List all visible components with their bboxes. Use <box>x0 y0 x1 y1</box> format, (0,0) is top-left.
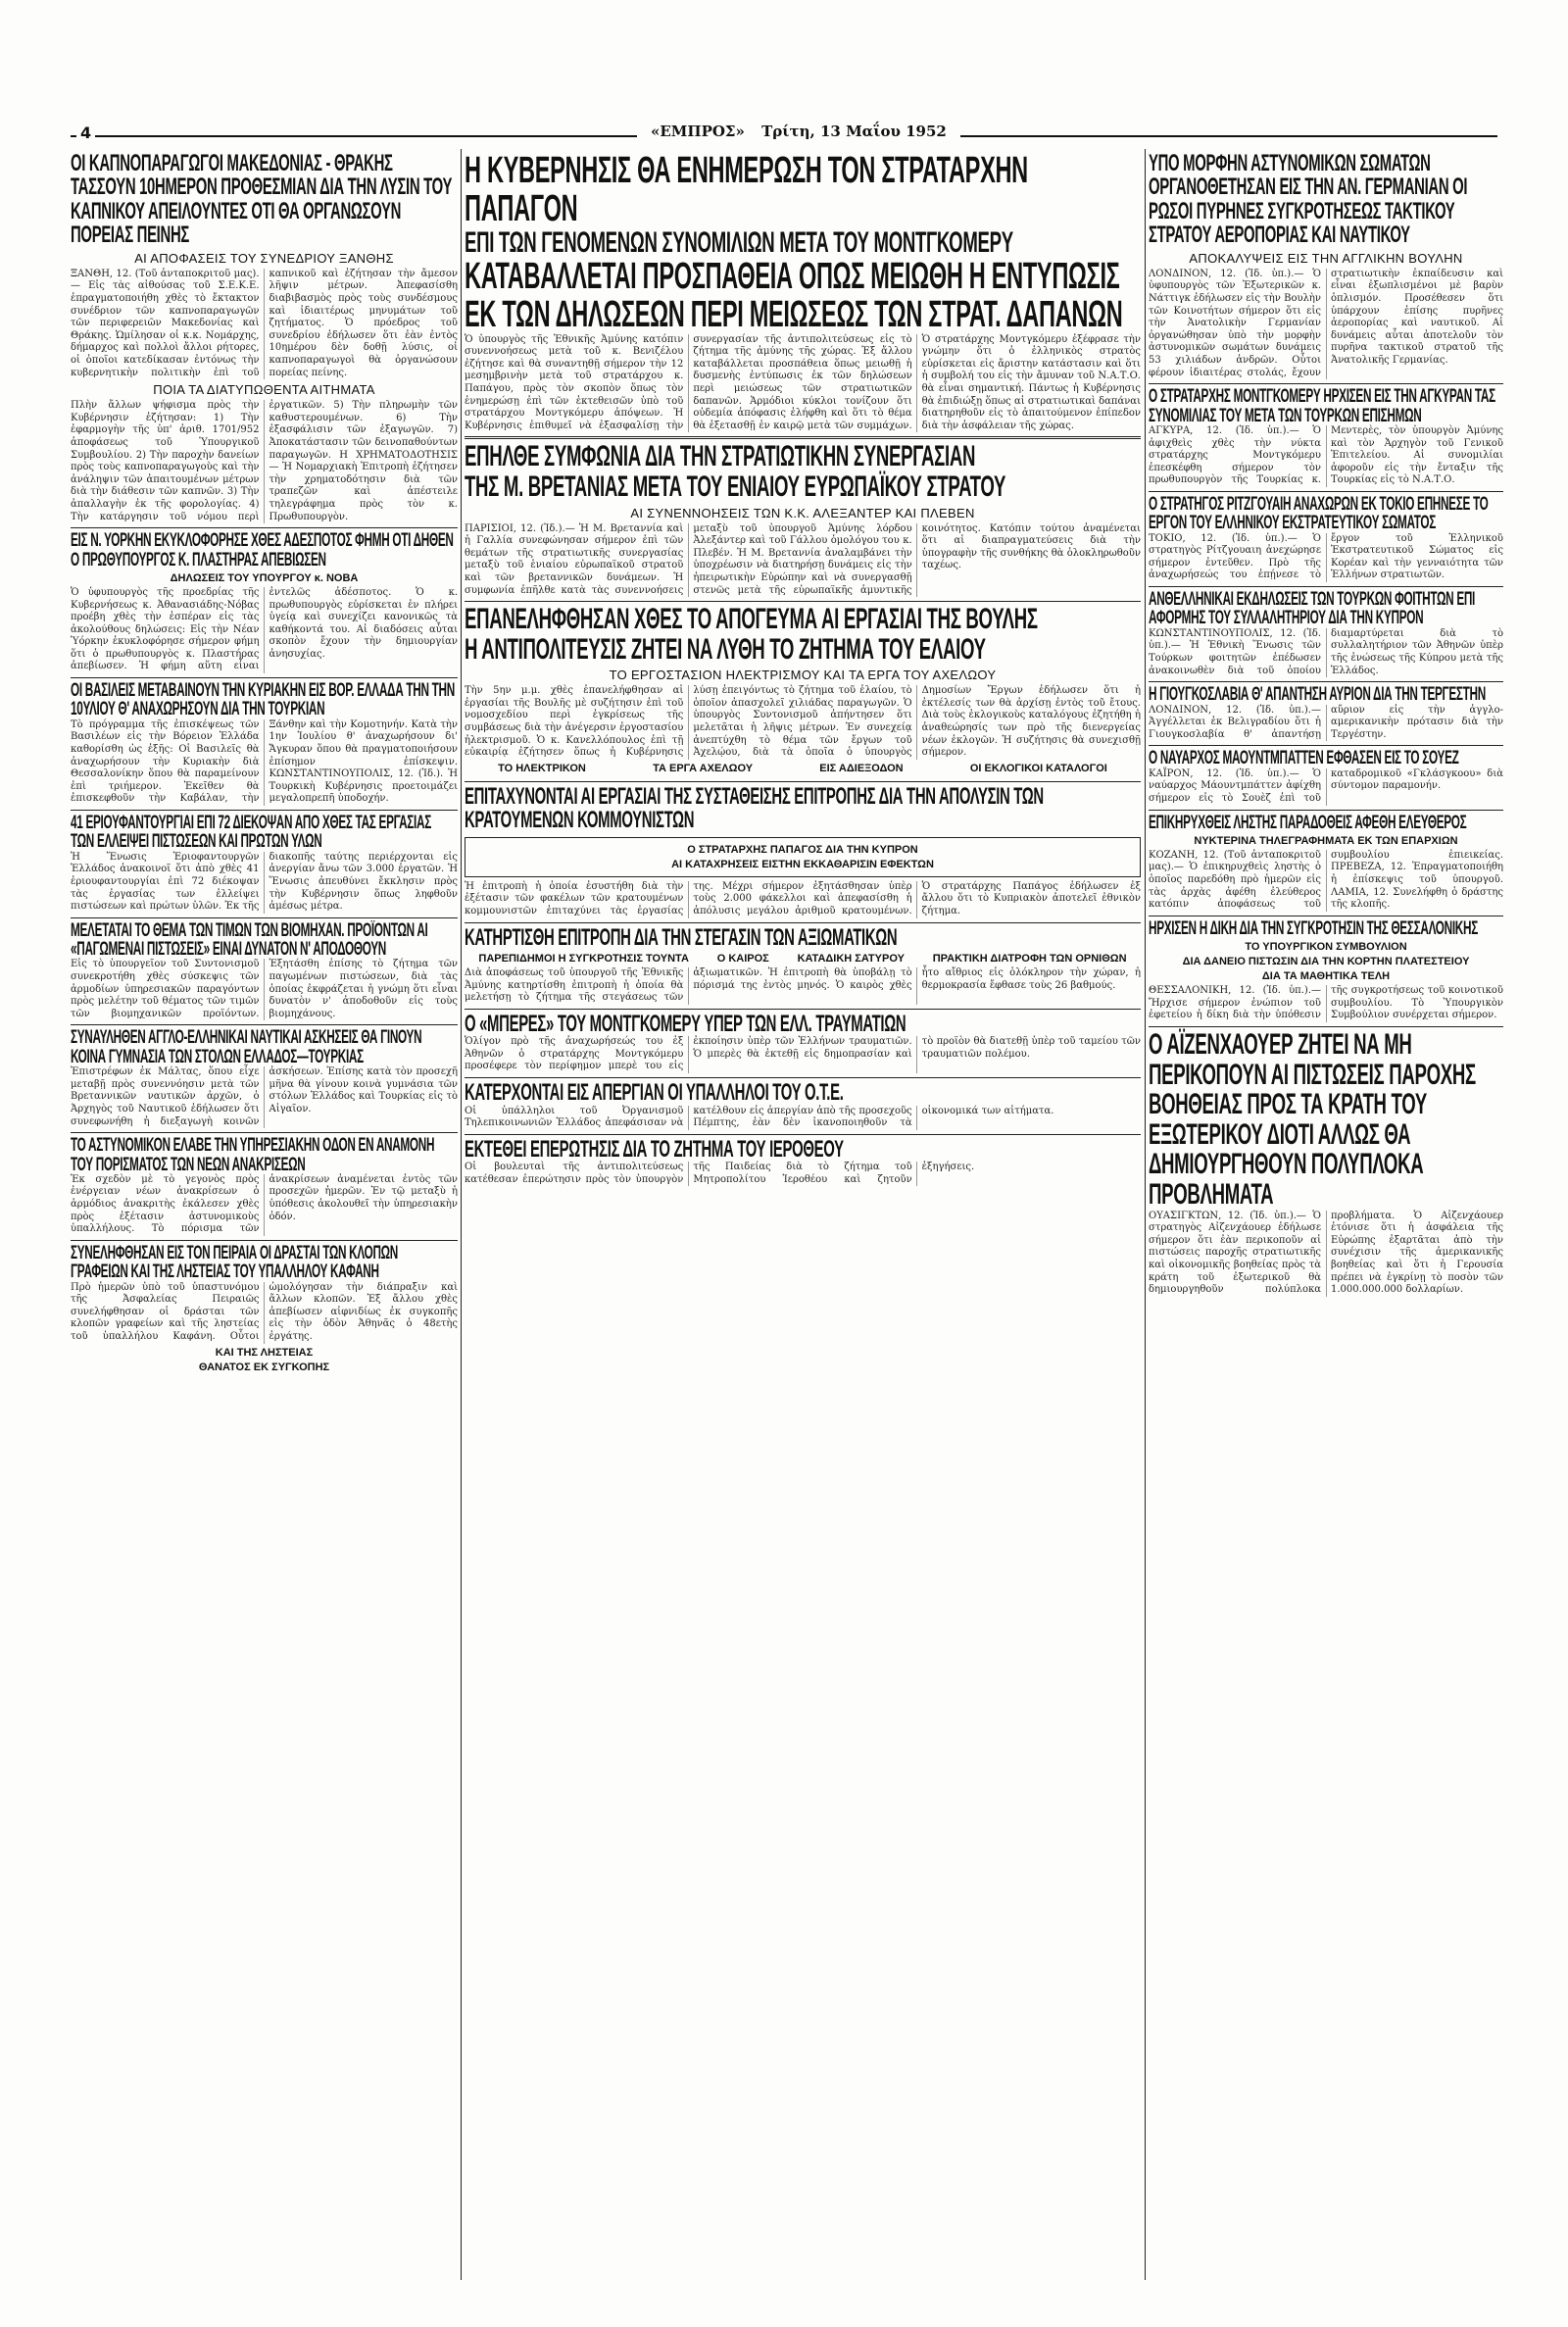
headline: Ο ΑΪΖΕΝΧΑΟΥΕΡ ΖΗΤΕΙ ΝΑ ΜΗ ΠΕΡΙΚΟΠΟΥΝ ΑΙ ΠΙΣΤΩΣΕΙΣ ΠΑΡΟΧΗΣ ΒΟΗΘΕΙΑΣ ΠΡΟΣ ΤΑ ΚΡΑΤΗ ΤΟΥ ΕΞΩΤΕΡΙΚΟΥ ΔΙΟΤΙ ΑΛΛΩΣ ΘΑ ΔΗΜΙΟΥΡΓΗΘΟΥΝ ΠΟΛΥΠΛΟΚΑ ΠΡΟΒΛΗΜΑΤΑ <box>1149 1028 1476 1211</box>
headline: ΤΗΣ Μ. ΒΡΕΤΑΝΙΑΣ ΜΕΤΑ ΤΟΥ ΕΝΙΑΙΟΥ ΕΥΡΩΠΑΪΚΟΥ ΣΤΡΑΤΟΥ <box>465 470 1006 503</box>
headline: ΟΙ ΚΑΠΝΟΠΑΡΑΓΩΓΟΙ ΜΑΚΕΔΟΝΙΑΣ - ΘΡΑΚΗΣ ΤΑΣΣΟΥΝ 10ΗΜΕΡΟΝ ΠΡΟΘΕΣΜΙΑΝ ΔΙΑ ΤΗΝ ΛΥΣΙΝ ΤΟΥ ΚΑΠΝΙΚΟΥ ΑΠΕΙΛΟΥΝΤΕΣ ΟΤΙ ΘΑ ΟΡΓΑΝΩΣΟΥΝ ΠΟΡΕΙΑΣ ΠΕΙΝΗΣ <box>71 150 453 249</box>
subheadline: ΔΗΛΩΣΕΙΣ ΤΟΥ ΥΠΟΥΡΓΟΥ κ. ΝΟΒΑ <box>170 571 359 584</box>
right-column <box>1149 149 1503 2280</box>
lead-headline: ΕΚ ΤΩΝ ΔΗΛΩΣΕΩΝ ΠΕΡΙ ΜΕΙΩΣΕΩΣ ΤΩΝ ΣΤΡΑΤ. ΔΑΠΑΝΩΝ <box>465 293 1123 335</box>
headline: ΕΠΑΝΕΛΗΦΘΗΣΑΝ ΧΘΕΣ ΤΟ ΑΠΟΓΕΥΜΑ ΑΙ ΕΡΓΑΣΙΑΙ ΤΗΣ ΒΟΥΛΗΣ <box>465 603 1038 636</box>
article-body: ΚΟΖΑΝΗ, 12. (Τοῦ ἀνταποκριτοῦ μας).— Ὁ ἐπικηρυχθεὶς ληστὴς ὁ ὁποῖος παρεδόθη πρὸ ἡμερῶν εἰς τὰς ἀρχὰς ἀφέθη ἐλεύθερος κατόπιν ἀποφάσεως τοῦ συμβουλίου ἐπιεικείας. ΠΡΕΒΕΖΑ, 12. Ἐπραγματοποιήθη ἡ ἐπίσκεψις τοῦ ὑπουργοῦ. ΛΑΜΙΑ, 12. Συνελήφθη ὁ δράστης τῆς κλοπῆς. <box>1149 849 1503 911</box>
subheadline: ΑΙ ΑΠΟΦΑΣΕΙΣ ΤΟΥ ΣΥΝΕΔΡΙΟΥ ΞΑΝΘΗΣ <box>134 250 394 266</box>
section-head: ΠΡΑΚΤΙΚΗ ΔΙΑΤΡΟΦΗ ΤΩΝ ΟΡΝΙΘΩΝ <box>932 953 1127 965</box>
section-head: Ο ΚΑΙΡΟΣ <box>716 953 769 965</box>
section-head: ΑΙ ΚΑΤΑΧΡΗΣΕΙΣ ΕΙΣΤΗΝ ΕΚΚΑΘΑΡΙΣΙΝ ΕΦΕΚΤΩΝ <box>671 858 934 870</box>
section-head: ΤΟ ΗΛΕΚΤΡΙΚΟΝ <box>498 762 586 774</box>
article-body: Εἰς τὸ ὑπουργεῖον τοῦ Συντονισμοῦ συνεκροτήθη χθὲς σύσκεψις τῶν ἁρμοδίων ὑπηρεσιακῶν παραγόντων πρὸς μελέτην τοῦ θέματος τῶν τιμῶν τῶν βιομηχανικῶν προϊόντων. Ἐξητάσθη ἐπίσης τὸ ζήτημα τῶν παγωμένων πιστώσεων, διὰ τὰς ὁποίας ἐκφράζεται ἡ γνώμη ὅτι εἶναι δυνατὸν ν' ἀποδοθοῦν εἰς τοὺς βιομηχάνους. <box>71 959 458 1019</box>
article-body: ΛΟΝΔΙΝΟΝ, 12. (Ἰδ. ὑπ.).— Ἀγγέλλεται ἐκ Βελιγραδίου ὅτι ἡ Γιουγκοσλαβία θ' ἀπαντήσῃ αὔριον εἰς τὴν ἀγγλο-αμερικανικὴν πρότασιν διὰ τὴν Τεργέστην. <box>1149 704 1503 740</box>
article-body: ΤΟΚΙΟ, 12. (Ἰδ. ὑπ.).— Ὁ στρατηγὸς Ρίτζγουαιη ἀνεχώρησε σήμερον ἐντεῦθεν. Πρὸ τῆς ἀναχωρήσεώς του ἐπῄνεσε τὸ ἔργον τοῦ Ἑλληνικοῦ Ἐκστρατευτικοῦ Σώματος εἰς Κορέαν καὶ τὴν γενναιότητα τῶν Ἑλλήνων στρατιωτῶν. <box>1149 532 1503 581</box>
article-body: ΠΑΡΙΣΙΟΙ, 12. (Ἰδ.).— Ἡ Μ. Βρεταννία καὶ ἡ Γαλλία συνεφώνησαν σήμερον ἐπὶ τῶν θεμάτων τῆς στρατιωτικῆς συνεργασίας μεταξὺ τοῦ ἑνιαίου εὐρωπαϊκοῦ στρατοῦ καὶ τῶν βρεταννικῶν δυνάμεων. Ἡ συμφωνία ἐπῆλθε κατὰ τὰς συνεννοήσεις μεταξὺ τοῦ ὑπουργοῦ Ἀμύνης λόρδου Ἀλεξάντερ καὶ τοῦ Γάλλου ὁμολόγου του κ. Πλεβέν. Ἡ Μ. Βρεταννία ἀναλαμβάνει τὴν ὑποχρέωσιν νὰ διατηρήσῃ δυνάμεις εἰς τὴν ἠπειρωτικὴν Εὐρώπην καὶ νὰ συνεργασθῇ στενῶς μετὰ τῆς εὐρωπαϊκῆς ἀμυντικῆς κοινότητος. Κατόπιν τούτου ἀναμένεται ὅτι αἱ διαπραγματεύσεις διὰ τὴν ὑπογραφὴν τῆς συνθήκης θὰ ὁλοκληρωθοῦν ταχέως. <box>465 522 1141 596</box>
article-montgomery-ankara <box>1149 384 1503 492</box>
article-textile <box>71 811 458 918</box>
paper-name: «ΕΜΠΡΟΣ» <box>651 123 745 140</box>
article-bandit <box>1149 811 1503 916</box>
article-body: Ὁ ὑπουργὸς τῆς Ἐθνικῆς Ἀμύνης κατόπιν συνεννοήσεως μετὰ τοῦ κ. Βενιζέλου ἐζήτησε καὶ θὰ συναντηθῇ σήμερον τὴν 12 μεσημβρινὴν μετὰ τοῦ στρατάρχου κ. Παπάγου, πρὸς τὸν σκοπὸν ὅπως τὸν ἐνημερώσῃ ἐπὶ τῶν ἐκτεθεισῶν ὑπὸ τοῦ στρατάρχου Μοντγκόμερυ ἀπόψεων. Ἡ Κυβέρνησις ἐπιθυμεῖ νὰ ἐξασφαλίσῃ τὴν συνεργασίαν τῆς ἀντιπολιτεύσεως εἰς τὸ ζήτημα τῆς ἀμύνης τῆς χώρας. Ἐξ ἄλλου καταβάλλεται προσπάθεια ὅπως μειωθῇ ἡ δυσμενὴς ἐντύπωσις ἐκ τῶν δηλώσεων περὶ μειώσεως τῶν στρατιωτικῶν δαπανῶν. Ἁρμόδιοι κύκλοι τονίζουν ὅτι οὐδεμία ἀπόφασις ἐλήφθη καὶ ὅτι τὸ θέμα θὰ ἐξετασθῇ ἐν καιρῷ μετὰ τῶν συμμάχων. Ὁ στρατάρχης Μοντγκόμερυ ἐξέφρασε τὴν γνώμην ὅτι ὁ ἑλληνικὸς στρατὸς εὑρίσκεται εἰς ἄριστην κατάστασιν καὶ ὅτι ἡ συμβολή του εἰς τὴν ἄμυναν τοῦ Ν.Α.Τ.Ο. θὰ εἶναι σημαντική. Πάντως ἡ Κυβέρνησις θὰ ἐπιδιώξῃ ὅπως αἱ στρατιωτικαὶ δαπάναι διατηρηθοῦν εἰς τὸ ἀπαιτούμενον ἐπίπεδον διὰ τὴν ἀσφάλειαν τῆς χώρας. <box>465 333 1141 431</box>
article-ridgway <box>1149 492 1503 587</box>
headline: ΗΡΧΙΣΕΝ Η ΔΙΚΗ ΔΙΑ ΤΗΝ ΣΥΓΚΡΟΤΗΣΙΝ ΤΗΣ ΘΕΣΣΑΛΟΝΙΚΗΣ <box>1149 917 1478 939</box>
section-head: ΤΟ ΥΠΟΥΡΓΙΚΟΝ ΣΥΜΒΟΥΛΙΟΝ <box>1245 941 1407 954</box>
subheadline: ΑΙ ΣΥΝΕΝΝΟΗΣΕΙΣ ΤΩΝ Κ.Κ. ΑΛΕΞΑΝΤΕΡ ΚΑΙ ΠΛΕΒΕΝ <box>630 505 975 520</box>
article-trieste <box>1149 682 1503 746</box>
article-body: Διὰ ἀποφάσεως τοῦ ὑπουργοῦ τῆς Ἐθνικῆς Ἀμύνης κατηρτίσθη ἐπιτροπὴ ἡ ὁποία θὰ μελετήσῃ τὸ ζήτημα τῆς στεγάσεως τῶν ἀξιωματικῶν. Ἡ ἐπιτροπὴ θὰ ὑποβάλῃ τὸ πόρισμά της ἐντὸς μηνός. Ὁ καιρὸς χθὲς ἦτο αἴθριος εἰς ὁλόκληρον τὴν χώραν, ἡ θερμοκρασία ἔφθασε τοὺς 26 βαθμούς. <box>465 967 1141 1004</box>
section-head: ΠΑΡΕΠΙΔΗΜΟΙ Η ΣΥΓΚΡΟΤΗΣΙΣ ΤΟΥΝΤΑ <box>478 953 689 965</box>
article-body: Τὸ πρόγραμμα τῆς ἐπισκέψεως τῶν Βασιλέων εἰς τὴν Βόρειον Ἑλλάδα καθορίσθη ὡς ἑξῆς: Οἱ Βασιλεῖς θὰ ἀναχωρήσουν τὴν Κυριακὴν διὰ Θεσσαλονίκην ὅπου θὰ παραμείνουν ἐπὶ τριήμερον. Ἐκεῖθεν θὰ ἐπισκεφθοῦν τὴν Καβάλαν, τὴν Ξάνθην καὶ τὴν Κομοτηνήν. Κατὰ τὴν 1ην Ἰουλίου θ' ἀναχωρήσουν δι' Ἄγκυραν ὅπου θὰ πραγματοποιήσουν ἐπίσημον ἐπίσκεψιν. ΚΩΝΣΤΑΝΤΙΝΟΥΠΟΛΙΣ, 12. (Ἰδ.). Ἡ Τουρκικὴ Κυβέρνησις προετοιμάζει μεγαλοπρεπῆ ὑποδοχήν. <box>71 718 458 805</box>
article-body: ΚΩΝΣΤΑΝΤΙΝΟΥΠΟΛΙΣ, 12. (Ἰδ. ὑπ.).— Ἡ Ἐθνικὴ Ἕνωσις τῶν Τούρκων φοιτητῶν ἐπέδωσεν ἀνακοινωθὲν διὰ τοῦ ὁποίου διαμαρτύρεται διὰ τὸ συλλαλητήριον τῶν Ἀθηνῶν ὑπὲρ τῆς ἑνώσεως τῆς Κύπρου μετὰ τῆς Ἑλλάδος. <box>1149 627 1503 676</box>
article-body: Οἱ βουλευταὶ τῆς ἀντιπολιτεύσεως κατέθεσαν ἐπερώτησιν πρὸς τὸν ὑπουργὸν τῆς Παιδείας διὰ τὸ ζήτημα τοῦ Μητροπολίτου Ἱεροθέου καὶ ζητοῦν ἐξηγήσεις. <box>465 1162 975 1185</box>
headline: ΜΕΛΕΤΑΤΑΙ ΤΟ ΘΕΜΑ ΤΩΝ ΤΙΜΩΝ ΤΩΝ ΒΙΟΜΗΧΑΝ. ΠΡΟΪΟΝΤΩΝ ΑΙ «ΠΑΓΩΜΕΝΑΙ ΠΙΣΤΩΣΕΙΣ» ΕΙΝΑΙ ΔΥΝΑΤΟΝ Ν' ΑΠΟΔΟΘΟΥΝ <box>71 919 428 961</box>
left-column <box>71 149 458 2280</box>
section-head: ΔΙΑ ΔΑΝΕΙΟ ΠΙΣΤΩΣΙΝ ΔΙΑ ΤΗΝ ΚΟΡΤΗΝ ΠΛΑΤΕΣΤΕΙΟΥ <box>1182 956 1470 968</box>
headline: ΚΑΤΕΡΧΟΝΤΑΙ ΕΙΣ ΑΠΕΡΓΙΑΝ ΟΙ ΥΠΑΛΛΗΛΟΙ ΤΟΥ Ο.Τ.Ε. <box>465 1079 844 1107</box>
article-naval <box>71 1025 458 1133</box>
article-body: Ὁ ὑφυπουργὸς τῆς προεδρίας τῆς Κυβερνήσεως κ. Ἀθανασιάδης-Νόβας προέβη χθὲς τὴν ἑσπέραν εἰς τὰς ἀκολούθους δηλώσεις: Εἰς τὴν Νέαν Ὑόρκην ἐκυκλοφόρησε σήμερον φήμη ὅτι ὁ πρωθυπουργὸς κ. Πλαστήρας ἀπεβίωσεν. Ἡ φήμη αὕτη εἶναι ἐντελῶς ἀδέσποτος. Ὁ κ. πρωθυπουργὸς εὑρίσκεται ἐν πλήρει ὑγείᾳ καὶ συνεχίζει κανονικῶς τὰ καθήκοντά του. Αἱ διαδόσεις αὗται σκοπὸν ἔχουν τὴν δημιουργίαν ἀνησυχίας. <box>71 586 458 672</box>
article-body: Ἡ Ἕνωσις Ἐριοφαντουργῶν Ἑλλάδος ἀνακοινοῖ ὅτι ἀπὸ χθὲς 41 ἐριουφαντουργίαι ἐπὶ 72 διέκοψαν τὰς ἐργασίας των ἐλλείψει πιστώσεων καὶ πρώτων ὑλῶν. Ἐκ τῆς διακοπῆς ταύτης περιέρχονται εἰς ἀνεργίαν ἄνω τῶν 3.000 ἐργατῶν. Ἡ Ἕνωσις ἀπευθύνει ἔκκλησιν πρὸς τὴν Κυβέρνησιν ὅπως ληφθοῦν ἀμέσως μέτρα. <box>71 851 458 913</box>
middle-column <box>465 149 1141 2280</box>
lead-headline: ΕΠΙ ΤΩΝ ΓΕΝΟΜΕΝΩΝ ΣΥΝΟΜΙΛΙΩΝ ΜΕΤΑ ΤΟΥ ΜΟΝΤΓΚΟΜΕΡΥ <box>465 225 1013 259</box>
article-royals <box>71 678 458 811</box>
article-papagos <box>465 149 1141 439</box>
article-body: ΘΕΣΣΑΛΟΝΙΚΗ, 12. (Ἰδ. ὑπ.).— Ἤρχισε σήμερον ἐνώπιον τοῦ ἐφετείου ἡ δίκη διὰ τὴν ὑπόθεσιν τῆς συγκροτήσεως τοῦ κοινοτικοῦ συμβουλίου. Τὸ Ὑπουργικὸν Συμβούλιον συνέρχεται σήμερον. <box>1149 985 1503 1021</box>
article-body: ΞΑΝΘΗ, 12. (Τοῦ ἀνταποκριτοῦ μας).— Εἰς τὰς αἰθούσας τοῦ Σ.Ε.Κ.Ε. ἐπραγματοποιήθη χθὲς τὸ ἔκτακτον συνέδριον τῶν καπνοπαραγωγῶν τῶν περιφερειῶν Μακεδονίας καὶ Θράκης. Ὡμίλησαν οἱ κ.κ. Νομάρχης, δήμαρχος καὶ πολλοὶ ἄλλοι ρήτορες, οἱ ὁποῖοι κατεδίκασαν ἐντόνως τὴν κυβερνητικὴν πολιτικὴν ἐπὶ τοῦ καπνικοῦ καὶ ἐζήτησαν τὴν ἄμεσον λῆψιν μέτρων. Ἀπεφασίσθη διαβιβασμὸς πρὸς τοὺς συνδέσμους καὶ ἰδιαιτέρως μηνυμάτων τοῦ ζητήματος. Ὁ πρόεδρος τοῦ συνεδρίου ἐδήλωσεν ὅτι ἐὰν ἐντὸς 10ημέρου δὲν δοθῇ λύσις, οἱ καπνοπαραγωγοὶ θὰ ὀργανώσουν πορείας πείνης. <box>71 268 458 378</box>
headline: ΕΙΣ Ν. ΥΟΡΚΗΝ ΕΚΥΚΛΟΦΟΡΗΣΕ ΧΘΕΣ ΑΔΕΣΠΟΤΟΣ ΦΗΜΗ ΟΤΙ ΔΗΘΕΝ Ο ΠΡΩΘΥΠΟΥΡΓΟΣ Κ. ΠΛΑΣΤΗΡΑΣ ΑΠΕΒΙΩΣΕΝ <box>71 530 454 570</box>
headline: ΑΝΘΕΛΛΗΝΙΚΑΙ ΕΚΔΗΛΩΣΕΙΣ ΤΩΝ ΤΟΥΡΚΩΝ ΦΟΙΤΗΤΩΝ ΕΠΙ ΑΦΟΡΜΗΣ ΤΟΥ ΣΥΛΛΑΛΗΤΗΡΙΟΥ ΔΙΑ ΤΗΝ ΚΥΠΡΟΝ <box>1149 589 1476 629</box>
article-body: Οἱ ὑπάλληλοι τοῦ Ὀργανισμοῦ Τηλεπικοινωνιῶν Ἑλλάδος ἀπεφάσισαν νὰ κατέλθουν εἰς ἀπεργίαν ἀπὸ τῆς προσεχοῦς Πέμπτης, ἐὰν δὲν ἱκανοποιηθοῦν τὰ οἰκονομικά των αἰτήματα. <box>465 1105 1054 1129</box>
article-parliament <box>465 602 1141 782</box>
article-piraeus <box>71 1241 458 1380</box>
article-beret <box>465 1010 1141 1078</box>
article-britain-army <box>465 439 1141 602</box>
section-head: ΕΙΣ ΑΔΙΕΞΟΔΟΝ <box>819 762 904 774</box>
masthead-title <box>637 123 960 140</box>
article-turkish-students <box>1149 587 1503 682</box>
headline: ΣΥΝΑΥΛΗΘΕΝ ΑΓΓΛΟ-ΕΛΛΗΝΙΚΑΙ ΝΑΥΤΙΚΑΙ ΑΣΚΗΣΕΙΣ ΘΑ ΓΙΝΟΥΝ ΚΟΙΝΑ ΓΥΜΝΑΣΙΑ ΤΩΝ ΣΤΟΛΩΝ ΕΛΛΑΔΟΣ—ΤΟΥΡΚΙΑΣ <box>71 1027 422 1067</box>
article-body: Πρὸ ἡμερῶν ὑπὸ τοῦ ὑπαστυνόμου τῆς Ἀσφαλείας Πειραιῶς συνελήφθησαν οἱ δράσται τῶν κλοπῶν γραφείων καὶ τῆς ληστείας τοῦ ὑπαλλήλου Καφάνη. Οὗτοι ὡμολόγησαν τὴν διάπραξιν καὶ ἄλλων κλοπῶν. Ἐξ ἄλλου χθὲς ἀπεβίωσεν αἰφνιδίως ἐκ συγκοπῆς εἰς τὴν ὁδὸν Ἀθηνᾶς ὁ 48ετὴς ἐργάτης. <box>71 1281 458 1342</box>
headline: ΕΠΙΤΑΧΥΝΟΝΤΑΙ ΑΙ ΕΡΓΑΣΙΑΙ ΤΗΣ ΣΥΣΤΑΘΕΙΣΗΣ ΕΠΙΤΡΟΠΗΣ ΔΙΑ ΤΗΝ ΑΠΟΛΥΣΙΝ ΤΩΝ ΚΡΑΤΟΥΜΕΝΩΝ ΚΟΜΜΟΥΝΙΣΤΩΝ <box>465 782 1044 834</box>
headline: ΤΟ ΑΣΤΥΝΟΜΙΚΟΝ ΕΛΑΒΕ ΤΗΝ ΥΠΗΡΕΣΙΑΚΗΝ ΟΔΟΝ ΕΝ ΑΝΑΜΟΝΗ ΤΟΥ ΠΟΡΙΣΜΑΤΟΣ ΤΩΝ ΝΕΩΝ ΑΝΑΚΡΙΣΕΩΝ <box>71 1135 435 1175</box>
column-divider <box>461 149 462 2280</box>
article-body: Πλὴν ἄλλων ψήφισμα πρὸς τὴν Κυβέρνησιν ἐζήτησαν: 1) Τὴν ἐφαρμογὴν τῆς ὑπ' ἀριθ. 1701/952 ἀποφάσεως τοῦ Ὑπουργικοῦ Συμβουλίου. 2) Τὴν παροχὴν δανείων πρὸς τοὺς καπνοπαραγωγοὺς καὶ τὴν ἀνάληψιν τῶν ἀπαιτουμένων μέτρων διὰ τὴν διάθεσιν τῶν καπνῶν. 3) Τὴν ἀπαλλαγὴν ἐκ τῆς φορολογίας. 4) Τὴν κατάργησιν τοῦ νόμου περὶ ἐργατικῶν. 5) Τὴν πληρωμὴν τῶν καθυστερουμένων. 6) Τὴν ἐξασφάλισιν τῶν ἐξαγωγῶν. 7) Ἀποκατάστασιν τῶν δεινοπαθούντων παραγωγῶν. Η ΧΡΗΜΑΤΟΔΟΤΗΣΙΣ — Ἡ Νομαρχιακὴ Ἐπιτροπὴ ἐζήτησεν τὴν χρηματοδότησιν διὰ τῶν τραπεζῶν καὶ ἀπέστειλε τηλεγράφημα πρὸς τὸν κ. Πρωθυπουργὸν. <box>71 400 458 522</box>
headline: Ο ΣΤΡΑΤΑΡΧΗΣ ΜΟΝΤΓΚΟΜΕΡΥ ΗΡΧΙΣΕΝ ΕΙΣ ΤΗΝ ΑΓΚΥΡΑΝ ΤΑΣ ΣΥΝΟΜΙΛΙΑΣ ΤΟΥ ΜΕΤΑ ΤΩΝ ΤΟΥΡΚΩΝ ΕΠΙΣΗΜΩΝ <box>1149 386 1495 426</box>
headline: Ο «ΜΠΕΡΕΣ» ΤΟΥ ΜΟΝΤΓΚΟΜΕΡΥ ΥΠΕΡ ΤΩΝ ΕΛΛ. ΤΡΑΥΜΑΤΙΩΝ <box>465 1010 906 1037</box>
headline: ΕΠΙΚΗΡΥΧΘΕΙΣ ΛΗΣΤΗΣ ΠΑΡΑΔΟΘΕΙΣ ΑΦΕΘΗ ΕΛΕΥΘΕΡΟΣ <box>1149 812 1467 833</box>
article-body: ΟΥΑΣΙΓΚΤΩΝ, 12. (Ἰδ. ὑπ.).— Ὁ στρατηγὸς Αἰζενχάουερ ἐδήλωσε σήμερον ὅτι ἐὰν περικοποῦν αἱ πιστώσεις παροχῆς στρατιωτικῆς καὶ οἰκονομικῆς βοηθείας πρὸς τὰ κράτη τοῦ ἐξωτερικοῦ θὰ δημιουργηθοῦν πολύπλοκα προβλήματα. Ὁ Αἰζενχάουερ ἐτόνισε ὅτι ἡ ἀσφάλεια τῆς Εὐρώπης ἐξαρτᾶται ἀπὸ τὴν συνέχισιν τῆς ἀμερικανικῆς βοηθείας καὶ ὅτι ἡ Γερουσία πρέπει νὰ ἐγκρίνῃ τὸ ποσὸν τῶν 1.000.000.000 δολλαρίων. <box>1149 1210 1503 1296</box>
article-mountbatten <box>1149 746 1503 810</box>
headline: ΕΚΤΕΘΕΙ ΕΠΕΡΩΤΗΣΙΣ ΔΙΑ ΤΟ ΖΗΤΗΜΑ ΤΟΥ ΙΕΡΟΘΕΟΥ <box>465 1135 844 1163</box>
article-ierotheos <box>465 1135 1141 1191</box>
subheadline: ΤΟ ΕΡΓΟΣΤΑΣΙΟΝ ΗΛΕΚΤΡΙΣΜΟΥ ΚΑΙ ΤΑ ΕΡΓΑ ΤΟΥ ΑΧΕΛΩΟΥ <box>609 668 997 683</box>
article-body: ΑΓΚΥΡΑ, 12. (Ἰδ. ὑπ.).— Ὁ ἀφιχθεὶς χθὲς τὴν νύκτα στρατάρχης Μοντγκόμερυ ἐπεσκέφθη σήμερον τὸν πρωθυπουργὸν τῆς Τουρκίας κ. Μεντερὲς, τὸν ὑπουργὸν Ἀμύνης καὶ τὸν Ἀρχηγὸν τοῦ Γενικοῦ Ἐπιτελείου. Αἱ συνομιλίαι ἀφοροῦν εἰς τὴν ἔνταξιν τῆς Τουρκίας εἰς τὸ Ν.Α.Τ.Ο. <box>1149 424 1503 486</box>
section-head: ΟΙ ΕΚΛΟΓΙΚΟΙ ΚΑΤΑΛΟΓΟΙ <box>969 762 1107 774</box>
article-body: ΛΟΝΔΙΝΟΝ, 12. (Ἰδ. ὑπ.).— Ὁ ὑφυπουργὸς τῶν Ἐξωτερικῶν κ. Νάττιγκ ἐδήλωσεν εἰς τὴν Βουλὴν τῶν Κοινοτήτων σήμερον ὅτι εἰς τὴν Ἀνατολικὴν Γερμανίαν ὀργανώθησαν ὑπὸ τὴν μορφὴν ἀστυνομικῶν σωμάτων δυνάμεις 53 χιλιάδων ἀνδρῶν. Οὗτοι φέρουν ἰδιαιτέρας στολάς, ἔχουν στρατιωτικὴν ἐκπαίδευσιν καὶ εἶναι ἐξωπλισμένοι μὲ βαρὺν ὁπλισμόν. Προσέθεσεν ὅτι ὑπάρχουν ἐπίσης πυρῆνες ἀεροπορίας καὶ ναυτικοῦ. Αἱ δυνάμεις αὗται ἀποτελοῦν τὸν πυρῆνα τακτικοῦ στρατοῦ τῆς Ἀνατολικῆς Γερμανίας. <box>1149 268 1503 378</box>
masthead <box>0 125 1568 143</box>
article-tobacco <box>71 149 458 528</box>
headline: 41 ΕΡΙΟΥΦΑΝΤΟΥΡΓΙΑΙ ΕΠΙ 72 ΔΙΕΚΟΨΑΝ ΑΠΟ ΧΘΕΣ ΤΑΣ ΕΡΓΑΣΙΑΣ ΤΩΝ ΕΛΛΕΙΨΕΙ ΠΙΣΤΩΣΕΩΝ ΚΑΙ ΠΡΩΤΩΝ ΥΛΩΝ <box>71 812 431 853</box>
subheadline: ΠΟΙΑ ΤΑ ΔΙΑΤΥΠΩΘΕΝΤΑ ΑΙΤΗΜΑΤΑ <box>153 382 375 398</box>
article-communists <box>465 782 1141 923</box>
article-body: Τὴν 5ην μ.μ. χθὲς ἐπανελήφθησαν αἱ ἐργασίαι τῆς Βουλῆς μὲ συζήτησιν ἐπὶ τοῦ νομοσχεδίου περὶ ἐγκρίσεως τῆς συμβάσεως διὰ τὴν ἀνέγερσιν ἐργοστασίου ἠλεκτρισμοῦ. Ὁ κ. Κανελλόπουλος ἐπὶ τῇ εὐκαιρίᾳ ἐζήτησεν ὅπως ἡ Κυβέρνησις λύσῃ ἐπειγόντως τὸ ζήτημα τοῦ ἐλαίου, τὸ ὁποῖον ἀπασχολεῖ χιλιάδας παραγωγῶν. Ὁ ὑπουργὸς Συντονισμοῦ ἀπήντησεν ὅτι μελετᾶται ἡ λῆψις μέτρων. Ἐν συνεχείᾳ ἀνεπτύχθη τὸ θέμα τῶν ἔργων τοῦ Ἀχελῴου, διὰ τὰ ὁποῖα ὁ ὑπουργὸς Δημοσίων Ἔργων ἐδήλωσεν ὅτι ἡ ἐκτέλεσίς των θὰ ἀρχίσῃ ἐντὸς τοῦ ἔτους. Διὰ τοὺς ἐκλογικοὺς καταλόγους ἐζητήθη ἡ ἀναθεώρησίς των πρὸ τῆς διενεργείας νέων ἐκλογῶν. Ἡ συζήτησις θὰ συνεχισθῇ σήμερον. <box>465 685 1141 759</box>
section-head: ΝΥΚΤΕΡΙΝΑ ΤΗΛΕΓΡΑΦΗΜΑΤΑ ΕΚ ΤΩΝ ΕΠΑΡΧΙΩΝ <box>1194 834 1458 847</box>
subheadline: ΚΑΙ ΤΗΣ ΛΗΣΤΕΙΑΣ <box>215 1346 314 1359</box>
article-ote-strike <box>465 1078 1141 1135</box>
article-body: Ἡ ἐπιτροπὴ ἡ ὁποία ἐσυστήθη διὰ τὴν ἐξέτασιν τῶν φακέλων τῶν κρατουμένων κομμουνιστῶν ἐπιταχύνει τὰς ἐργασίας της. Μέχρι σήμερον ἐξητάσθησαν ὑπὲρ τοὺς 2.000 φάκελλοι καὶ ἀπεφασίσθη ἡ ἀπόλυσις μεγάλου ἀριθμοῦ κρατουμένων. Ὁ στρατάρχης Παπάγος ἐδήλωσεν ἐξ ἄλλου ὅτι τὸ Κυπριακὸν ἀποτελεῖ ἐθνικὸν ζήτημα. <box>465 880 1141 916</box>
article-body: Ἐκ σχεδὸν μὲ τὸ γεγονὸς πρὸς ἐνέργειαν νέων ἀνακρίσεων ὁ ἁρμόδιος ἀνακριτὴς ἐκάλεσεν χθὲς πρὸς ἐξέτασιν ἀστυνομικοὺς ὑπαλλήλους. Τὸ πόρισμα τῶν ἀνακρίσεων ἀναμένεται ἐντὸς τῶν προσεχῶν ἡμερῶν. Ἐν τῷ μεταξὺ ἡ ὑπόθεσις ἀκολουθεῖ τὴν ὑπηρεσιακὴν ὁδόν. <box>71 1173 458 1235</box>
section-head: Ο ΣΤΡΑΤΑΡΧΗΣ ΠΑΠΑΓΟΣ ΔΙΑ ΤΗΝ ΚΥΠΡΟΝ <box>687 843 918 856</box>
sidebar-box <box>465 837 1141 877</box>
column-divider <box>1145 149 1146 2280</box>
page-number: 4 <box>76 124 95 142</box>
article-officers-housing <box>465 923 1141 1010</box>
headline: Ο ΣΤΡΑΤΗΓΟΣ ΡΙΤΖΓΟΥΑΙΗ ΑΝΑΧΩΡΩΝ ΕΚ ΤΟΚΙΟ ΕΠΗΝΕΣΕ ΤΟ ΕΡΓΟΝ ΤΟΥ ΕΛΛΗΝΙΚΟΥ ΕΚΣΤΡΑΤΕΥΤΙΚΟΥ ΣΩΜΑΤΟΣ <box>1149 493 1489 534</box>
article-prices <box>71 918 458 1026</box>
headline: ΥΠΟ ΜΟΡΦΗΝ ΑΣΤΥΝΟΜΙΚΩΝ ΣΩΜΑΤΩΝ ΟΡΓΑΝΟΘΕΤΗΣΑΝ ΕΙΣ ΤΗΝ ΑΝ. ΓΕΡΜΑΝΙΑΝ ΟΙ ΡΩΣΟΙ ΠΥΡΗΝΕΣ ΣΥΓΚΡΟΤΗΣΕΩΣ ΤΑΚΤΙΚΟΥ ΣΤΡΑΤΟΥ ΑΕΡΟΠΟΡΙΑΣ ΚΑΙ ΝΑΥΤΙΚΟΥ <box>1149 150 1468 249</box>
issue-date: Τρίτη, 13 Μαΐου 1952 <box>761 123 947 140</box>
article-body: Ἐπιστρέφων ἐκ Μάλτας, ὅπου εἶχε μεταβῇ πρὸς συνεννόησιν μετὰ τῶν Βρεταννικῶν ναυτικῶν ἀρχῶν, ὁ Ἀρχηγὸς τοῦ Ναυτικοῦ ἐδήλωσεν ὅτι συνεφωνήθη ἡ διεξαγωγὴ κοινῶν ἀσκήσεων. Ἐπίσης κατὰ τὸν προσεχῆ μῆνα θὰ γίνουν κοινὰ γυμνάσια τῶν στόλων Ἑλλάδος καὶ Τουρκίας εἰς τὸ Αἰγαῖον. <box>71 1066 458 1127</box>
article-police <box>71 1133 458 1241</box>
headline: ΟΙ ΒΑΣΙΛΕΙΣ ΜΕΤΑΒΑΙΝΟΥΝ ΤΗΝ ΚΥΡΙΑΚΗΝ ΕΙΣ ΒΟΡ. ΕΛΛΑΔΑ ΤΗΝ ΤΗΝ 10ΥΛΙΟΥ Θ' ΑΝΑΧΩΡΗΣΟΥΝ ΔΙΑ ΤΗΝ ΤΟΥΡΚΙΑΝ <box>71 680 455 720</box>
subheadline: ΘΑΝΑΤΟΣ ΕΚ ΣΥΓΚΟΠΗΣ <box>198 1361 330 1373</box>
section-head: ΔΙΑ ΤΑ ΜΑΘΗΤΙΚΑ ΤΕΛΗ <box>1261 970 1391 983</box>
headline: ΚΑΤΗΡΤΙΣΘΗ ΕΠΙΤΡΟΠΗ ΔΙΑ ΤΗΝ ΣΤΕΓΑΣΙΝ ΤΩΝ ΑΞΙΩΜΑΤΙΚΩΝ <box>465 923 898 951</box>
headline: Η ΑΝΤΙΠΟΛΙΤΕΥΣΙΣ ΖΗΤΕΙ ΝΑ ΛΥΘΗ ΤΟ ΖΗΤΗΜΑ ΤΟΥ ΕΛΑΙΟΥ <box>465 632 986 666</box>
subheadline: ΑΠΟΚΑΛΥΨΕΙΣ ΕΙΣ ΤΗΝ ΑΓΓΛΙΚΗΝ ΒΟΥΛΗΝ <box>1189 250 1463 266</box>
article-body: ΚΑΪΡΟΝ, 12. (Ἰδ. ὑπ.).— Ὁ ναύαρχος Μάουντμπάττεν ἀφίχθη σήμερον εἰς τὸ Σουὲζ ἐπὶ τοῦ καταδρομικοῦ «Γκλάσγκοου» διὰ σύντομον παραμονήν. <box>1149 767 1503 804</box>
article-east-germany <box>1149 149 1503 384</box>
article-thessaloniki-trial <box>1149 916 1503 1027</box>
section-head: ΚΑΤΑΔΙΚΗ ΣΑΤΥΡΟΥ <box>797 953 905 965</box>
headline: Ο ΝΑΥΑΡΧΟΣ ΜΑΟΥΝΤΜΠΑΤΤΕΝ ΕΦΘΑΣΕΝ ΕΙΣ ΤΟ ΣΟΥΕΖ <box>1149 748 1459 769</box>
headline: ΕΠΗΛΘΕ ΣΥΜΦΩΝΙΑ ΔΙΑ ΤΗΝ ΣΤΡΑΤΙΩΤΙΚΗΝ ΣΥΝΕΡΓΑΣΙΑΝ <box>465 440 976 473</box>
section-head: ΤΑ ΕΡΓΑ ΑΧΕΛΩΟΥ <box>653 762 754 774</box>
article-eisenhower <box>1149 1027 1503 1301</box>
headline: Η ΓΙΟΥΓΚΟΣΛΑΒΙΑ Θ' ΑΠΑΝΤΗΣΗ ΑΥΡΙΟΝ ΔΙΑ ΤΗΝ ΤΕΡΓΕΣΤΗΝ <box>1149 684 1486 706</box>
lead-headline: Η ΚΥΒΕΡΝΗΣΙΣ ΘΑ ΕΝΗΜΕΡΩΣΗ ΤΟΝ ΣΤΡΑΤΑΡΧΗΝ ΠΑΠΑΓΟΝ <box>465 150 1028 229</box>
article-rumor <box>71 528 458 678</box>
lead-headline: ΚΑΤΑΒΑΛΛΕΤΑΙ ΠΡΟΣΠΑΘΕΙΑ ΟΠΩΣ ΜΕΙΩΘΗ Η ΕΝΤΥΠΩΣΙΣ <box>465 256 1120 298</box>
article-body: Ὁλίγον πρὸ τῆς ἀναχωρήσεώς του ἐξ Ἀθηνῶν ὁ στρατάρχης Μοντγκόμερυ προσέφερε τὸν περίφημον μπερὲ του εἰς ἐκποίησιν ὑπὲρ τῶν Ἑλλήνων τραυματιῶν. Ὁ μπερὲς θὰ ἐκτεθῇ εἰς δημοπρασίαν καὶ τὸ προϊὸν θὰ διατεθῇ ὑπὲρ τοῦ ταμείου τῶν τραυματιῶν πολέμου. <box>465 1036 1141 1072</box>
headline: ΣΥΝΕΛΗΦΘΗΣΑΝ ΕΙΣ ΤΟΝ ΠΕΙΡΑΙΑ ΟΙ ΔΡΑΣΤΑΙ ΤΩΝ ΚΛΟΠΩΝ ΓΡΑΦΕΙΩΝ ΚΑΙ ΤΗΣ ΛΗΣΤΕΙΑΣ ΤΟΥ ΥΠΑΛΛΗΛΟΥ ΚΑΦΑΝΗ <box>71 1242 398 1283</box>
